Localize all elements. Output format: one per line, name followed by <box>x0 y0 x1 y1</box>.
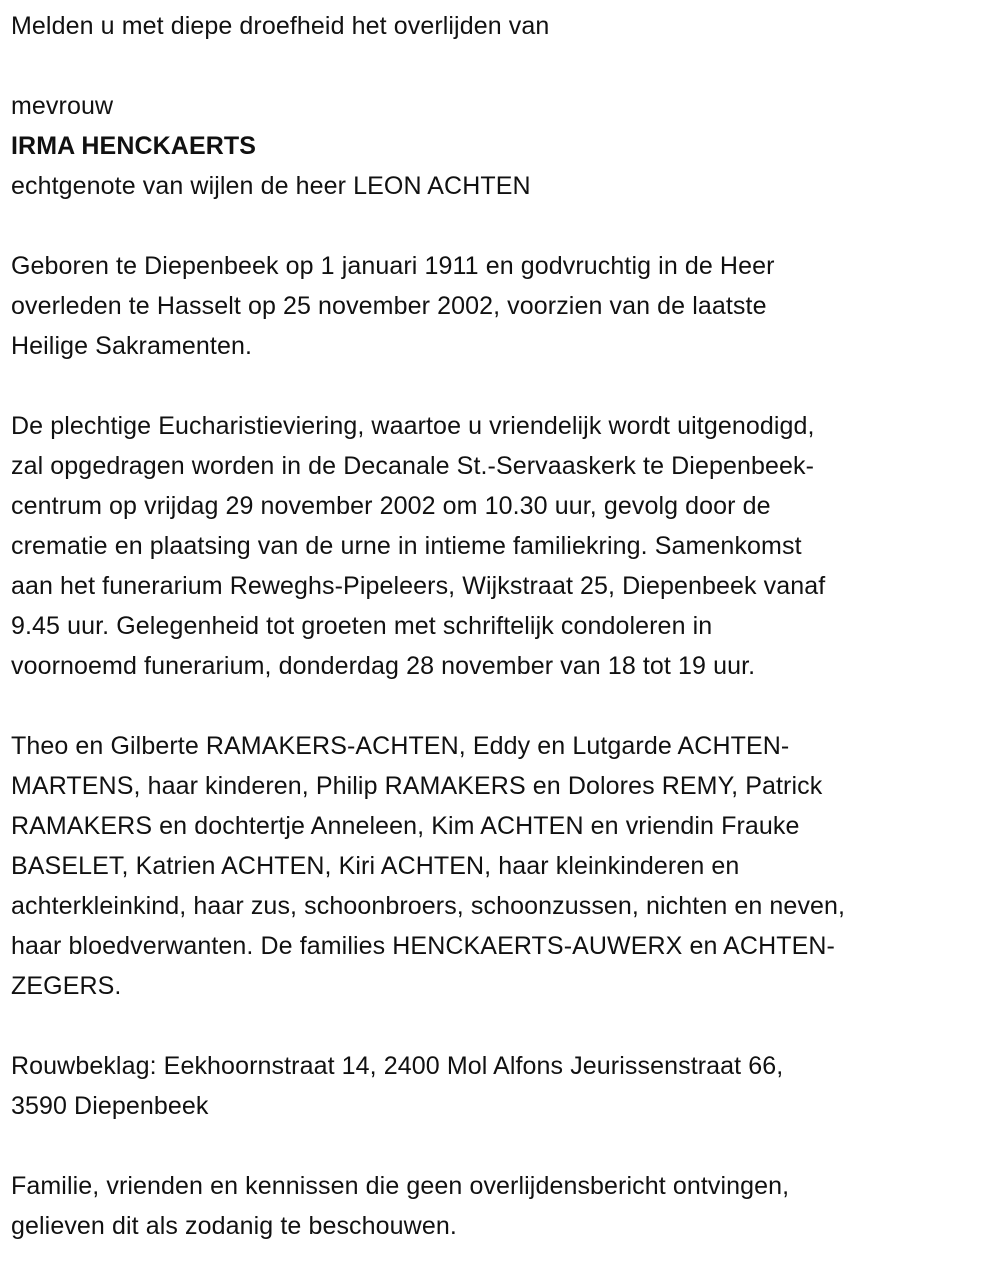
condolence-address-paragraph <box>11 1046 1000 1126</box>
honorific: mevrouw <box>11 92 114 120</box>
paragraph-line: overleden te Hasselt op 25 november 2002, voorzien van de laatste <box>11 292 767 320</box>
paragraph-line: Familie, vrienden en kennissen die geen overlijdensbericht ontvingen, <box>11 1172 790 1200</box>
paragraph-line: Geboren te Diepenbeek op 1 januari 1911 en godvruchtig in de Heer <box>11 252 775 280</box>
paragraph-line: haar bloedverwanten. De families HENCKAERTS-AUWERX en ACHTEN- <box>11 932 835 960</box>
family-paragraph <box>11 726 1000 1006</box>
spacer <box>11 686 1000 726</box>
spacer <box>11 1006 1000 1046</box>
intro-text: Melden u met diepe droefheid het overlijden van <box>11 12 550 40</box>
spouse-line: echtgenote van wijlen de heer LEON ACHTEN <box>11 172 531 200</box>
paragraph-line: gelieven dit als zodanig te beschouwen. <box>11 1212 457 1240</box>
ceremony-paragraph <box>11 406 1000 686</box>
spacer <box>11 46 1000 86</box>
paragraph-line: De plechtige Eucharistieviering, waartoe u vriendelijk wordt uitgenodigd, <box>11 412 815 440</box>
deceased-name: IRMA HENCKAERTS <box>11 132 257 160</box>
paragraph-line: ZEGERS. <box>11 972 122 1000</box>
paragraph-line: voornoemd funerarium, donderdag 28 november van 18 tot 19 uur. <box>11 652 756 680</box>
spacer <box>11 206 1000 246</box>
paragraph-line: centrum op vrijdag 29 november 2002 om 10.30 uur, gevolg door de <box>11 492 771 520</box>
paragraph-line: RAMAKERS en dochtertje Anneleen, Kim ACHTEN en vriendin Frauke <box>11 812 800 840</box>
birth-death-paragraph <box>11 246 1000 366</box>
paragraph-line: MARTENS, haar kinderen, Philip RAMAKERS en Dolores REMY, Patrick <box>11 772 823 800</box>
paragraph-line: BASELET, Katrien ACHTEN, Kiri ACHTEN, haar kleinkinderen en <box>11 852 740 880</box>
spacer <box>11 1126 1000 1166</box>
paragraph-line: achterkleinkind, haar zus, schoonbroers, schoonzussen, nichten en neven, <box>11 892 846 920</box>
paragraph-line: crematie en plaatsing van de urne in intieme familiekring. Samenkomst <box>11 532 802 560</box>
paragraph-line: Heilige Sakramenten. <box>11 332 253 360</box>
closing-paragraph <box>11 1166 1000 1246</box>
paragraph-line: Theo en Gilberte RAMAKERS-ACHTEN, Eddy en Lutgarde ACHTEN- <box>11 732 790 760</box>
paragraph-line: Rouwbeklag: Eekhoornstraat 14, 2400 Mol Alfons Jeurissenstraat 66, <box>11 1052 784 1080</box>
paragraph-line: 9.45 uur. Gelegenheid tot groeten met schriftelijk condoleren in <box>11 612 713 640</box>
paragraph-line: 3590 Diepenbeek <box>11 1092 209 1120</box>
paragraph-line: aan het funerarium Reweghs-Pipeleers, Wijkstraat 25, Diepenbeek vanaf <box>11 572 826 600</box>
spacer <box>11 366 1000 406</box>
paragraph-line: zal opgedragen worden in de Decanale St.-Servaaskerk te Diepenbeek- <box>11 452 815 480</box>
